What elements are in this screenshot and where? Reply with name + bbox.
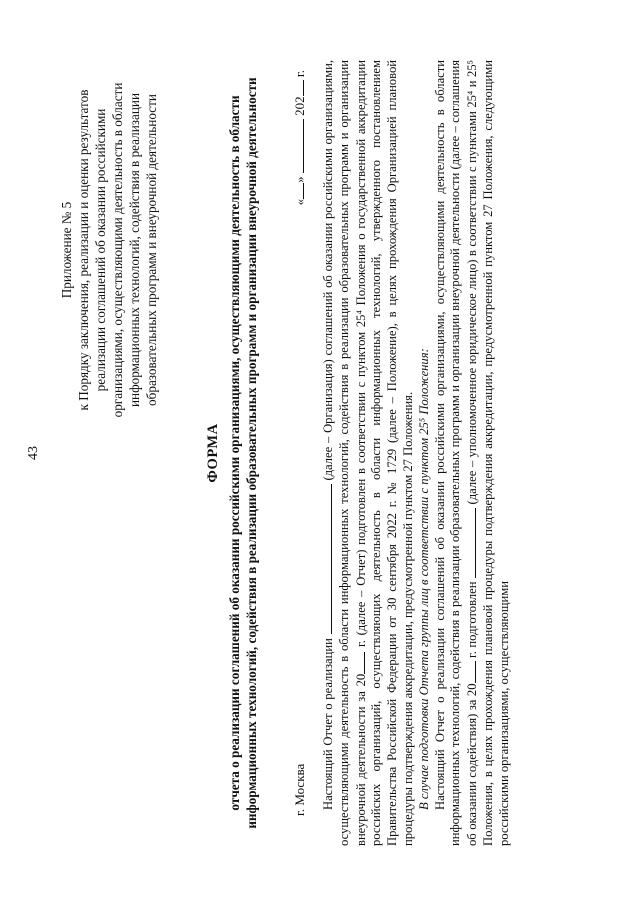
paragraph3-start: Настоящий Отчет о реализации соглашений об оказании российскими организациями, осуществляющими деятельность в области информационных технологий, содействия в реализации образовательных программ и организации внеурочной деятельности (далее – соглашения об оказании содействия) за 20 (432, 60, 480, 846)
paragraph3-after-year: г. подготовлен (465, 581, 480, 658)
paragraph1-middle: (далее – Организация) соглашений об оказании российскими организациями, осуществляющими деятельность в области информационных технологий, содействия в реализации образовательных программ и организации внеурочной деятельности за 20 (321, 60, 368, 846)
month-blank (292, 119, 304, 173)
organization-blank (320, 484, 332, 634)
date (292, 70, 308, 205)
appendix-text: к Порядку заключения, реализации и оценки результатов реализации соглашений об оказании российскими организациями, осуществляющими деятельность в области информационных технологий, содействия в реализации образовательных программ и внеурочной деятельности (76, 82, 159, 418)
date-year-prefix: 202 (292, 96, 307, 116)
form-title: отчета о реализации соглашений об оказании российскими организациями, осуществляющими деятельность в области информационных технологий, содействия в реализации образовательных программ и организации внеурочной деятельности (227, 77, 259, 829)
form-heading: ФОРМА (205, 423, 221, 483)
group-year-blank (464, 662, 476, 684)
paragraph-group-report (433, 60, 513, 846)
page-number: 43 (26, 446, 41, 460)
date-year-suffix: г. (292, 70, 307, 78)
appendix-block (58, 68, 160, 432)
place-date-line (292, 70, 308, 816)
paragraph1-end: г. (далее – Отчет) подготовлен в соответствии с пунктом 25⁴ Положения о государственной аккредитации российских организаций, осуществляющих деятельность в области информационных технологий, утвержденного постановлением Правительства Российской Федерации от 30 сентября 2022 г. № 1729 (далее – Положение), в целях прохождения Организацией плановой процедуры подтверждения аккредитации, предусмотренной пунктом 27 Положения. (353, 60, 415, 846)
body-text (320, 60, 513, 846)
paragraph-group-note: В случае подготовки Отчета группы лиц в соответствии с пунктом 25⁵ Положения: (416, 348, 431, 810)
day-blank (292, 183, 304, 199)
appendix-number: Приложение № 5 (59, 201, 74, 299)
paragraph3-end: (далее – уполномоченное юридическое лицо) в соответствии с пунктами 25⁴ и 25⁵ Положения, в целях прохождения плановой процедуры подтверждения аккредитации, предусмотренной пунктом 27 Положения, следующими российскими организациями, осуществляющими (465, 59, 511, 846)
report-year-blank (353, 652, 365, 674)
authorized-entity-blank (464, 508, 476, 578)
paragraph-report (320, 60, 417, 846)
place: г. Москва (292, 763, 307, 816)
date-close-quote: » (292, 176, 307, 183)
date-open-quote: « (292, 198, 307, 206)
paragraph1-start: Настоящий Отчет о реализации (321, 638, 335, 810)
year-blank (292, 80, 304, 96)
